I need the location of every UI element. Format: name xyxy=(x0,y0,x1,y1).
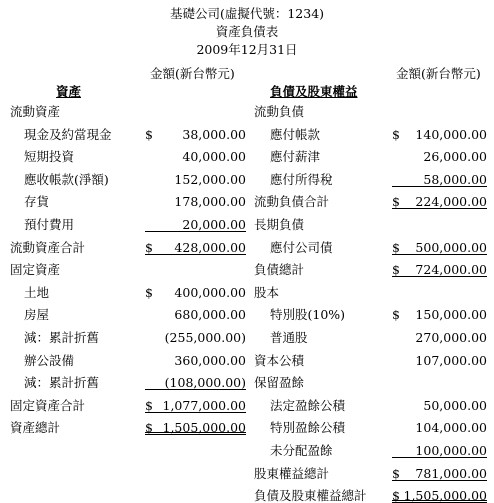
right-row-currency: $ xyxy=(392,488,400,503)
right-row-label: 保留盈餘 xyxy=(254,375,305,390)
liabilities-equity-section-title: 負債及股東權益 xyxy=(270,84,358,99)
left-row-currency: $ xyxy=(145,240,153,255)
right-row-label: 應付薪津 xyxy=(270,149,321,164)
right-row-currency: $ xyxy=(392,127,400,142)
left-underline xyxy=(145,412,246,413)
left-row-label: 預付費用 xyxy=(24,217,75,232)
left-row-label: 現金及約當現金 xyxy=(24,127,112,142)
left-underline xyxy=(145,389,246,390)
right-row-label: 特別股(10%) xyxy=(270,307,346,322)
right-row-amount: 1,505,000.00 xyxy=(403,488,487,503)
right-row-currency: $ xyxy=(392,194,400,209)
right-row-label: 股東權益總計 xyxy=(254,466,330,481)
right-row-currency: $ xyxy=(392,466,400,481)
left-row-label: 房屋 xyxy=(24,307,50,322)
right-row-label: 負債總計 xyxy=(254,262,305,277)
right-row-label: 股本 xyxy=(254,285,280,300)
right-row-label: 法定盈餘公積 xyxy=(270,398,346,413)
left-row-amount: (108,000.00) xyxy=(164,375,246,390)
left-row-label: 短期投資 xyxy=(24,149,75,164)
left-row-currency: $ xyxy=(145,420,153,435)
right-row-currency: $ xyxy=(392,307,400,322)
right-row-currency: $ xyxy=(392,240,400,255)
left-row-amount: 20,000.00 xyxy=(182,217,246,232)
left-double-underline xyxy=(145,432,246,435)
right-amount-header: 金額(新台幣元) xyxy=(396,66,481,81)
right-underline xyxy=(392,254,487,255)
left-row-label: 固定資產合計 xyxy=(10,398,86,413)
left-underline xyxy=(145,254,246,255)
left-row-label: 存貨 xyxy=(24,194,50,209)
right-row-label: 資本公積 xyxy=(254,353,305,368)
right-row-currency: $ xyxy=(392,262,400,277)
right-row-amount: 107,000.00 xyxy=(415,353,487,368)
right-underline xyxy=(392,186,487,187)
right-row-amount: 500,000.00 xyxy=(415,240,487,255)
right-row-label: 普通股 xyxy=(270,330,308,345)
left-row-amount: 1,077,000.00 xyxy=(162,398,246,413)
left-row-amount: 360,000.00 xyxy=(174,353,246,368)
right-underline xyxy=(392,276,487,277)
left-row-currency: $ xyxy=(145,398,153,413)
right-row-amount: 100,000.00 xyxy=(415,443,487,458)
right-row-label: 未分配盈餘 xyxy=(270,443,333,458)
right-row-amount: 104,000.00 xyxy=(415,420,487,435)
left-row-currency: $ xyxy=(145,127,153,142)
left-row-amount: 178,000.00 xyxy=(174,194,246,209)
left-row-amount: 400,000.00 xyxy=(174,285,246,300)
left-underline xyxy=(145,231,246,232)
left-row-label: 土地 xyxy=(24,285,50,300)
right-row-label: 特別盈餘公積 xyxy=(270,420,346,435)
right-underline xyxy=(392,457,487,458)
right-row-amount: 270,000.00 xyxy=(415,330,487,345)
left-row-label: 辦公設備 xyxy=(24,353,75,368)
left-row-currency: $ xyxy=(145,285,153,300)
left-amount-header: 金額(新台幣元) xyxy=(150,66,235,81)
left-row-amount: 152,000.00 xyxy=(174,172,246,187)
left-row-amount: 428,000.00 xyxy=(174,240,246,255)
left-row-amount: 40,000.00 xyxy=(182,149,246,164)
left-row-label: 流動資產 xyxy=(10,104,61,119)
right-row-label: 負債及股東權益總計 xyxy=(254,488,367,503)
right-row-amount: 724,000.00 xyxy=(415,262,487,277)
right-row-amount: 150,000.00 xyxy=(415,307,487,322)
right-row-label: 流動負債合計 xyxy=(254,194,330,209)
right-row-label: 流動負債 xyxy=(254,104,305,119)
right-row-amount: 58,000.00 xyxy=(423,172,487,187)
right-underline xyxy=(392,480,487,481)
statement-title: 資產負債表 xyxy=(215,24,279,39)
right-underline xyxy=(392,208,487,209)
right-row-amount: 140,000.00 xyxy=(415,127,487,142)
statement-date: 2009年12月31日 xyxy=(196,42,298,57)
right-row-amount: 50,000.00 xyxy=(423,398,487,413)
right-row-label: 應付帳款 xyxy=(270,127,321,142)
right-row-label: 應付公司債 xyxy=(270,240,333,255)
left-row-label: 資產總計 xyxy=(10,420,61,435)
left-row-label: 減：累計折舊 xyxy=(24,375,100,390)
right-row-amount: 26,000.00 xyxy=(423,149,487,164)
left-row-label: 流動資產合計 xyxy=(10,240,86,255)
left-row-amount: 38,000.00 xyxy=(182,127,246,142)
right-row-label: 應付所得稅 xyxy=(270,172,333,187)
right-row-amount: 781,000.00 xyxy=(415,466,487,481)
left-row-label: 應收帳款(淨額) xyxy=(24,172,109,187)
left-row-amount: 1,505,000.00 xyxy=(162,420,246,435)
left-row-amount: 680,000.00 xyxy=(174,307,246,322)
right-row-label: 長期負債 xyxy=(254,217,305,232)
company-title: 基礎公司(虛擬代號：1234) xyxy=(169,6,325,21)
left-row-label: 減：累計折舊 xyxy=(24,330,100,345)
left-row-label: 固定資產 xyxy=(10,262,61,277)
right-row-amount: 224,000.00 xyxy=(415,194,487,209)
left-row-amount: (255,000.00) xyxy=(164,330,246,345)
assets-section-title: 資產 xyxy=(56,84,82,99)
